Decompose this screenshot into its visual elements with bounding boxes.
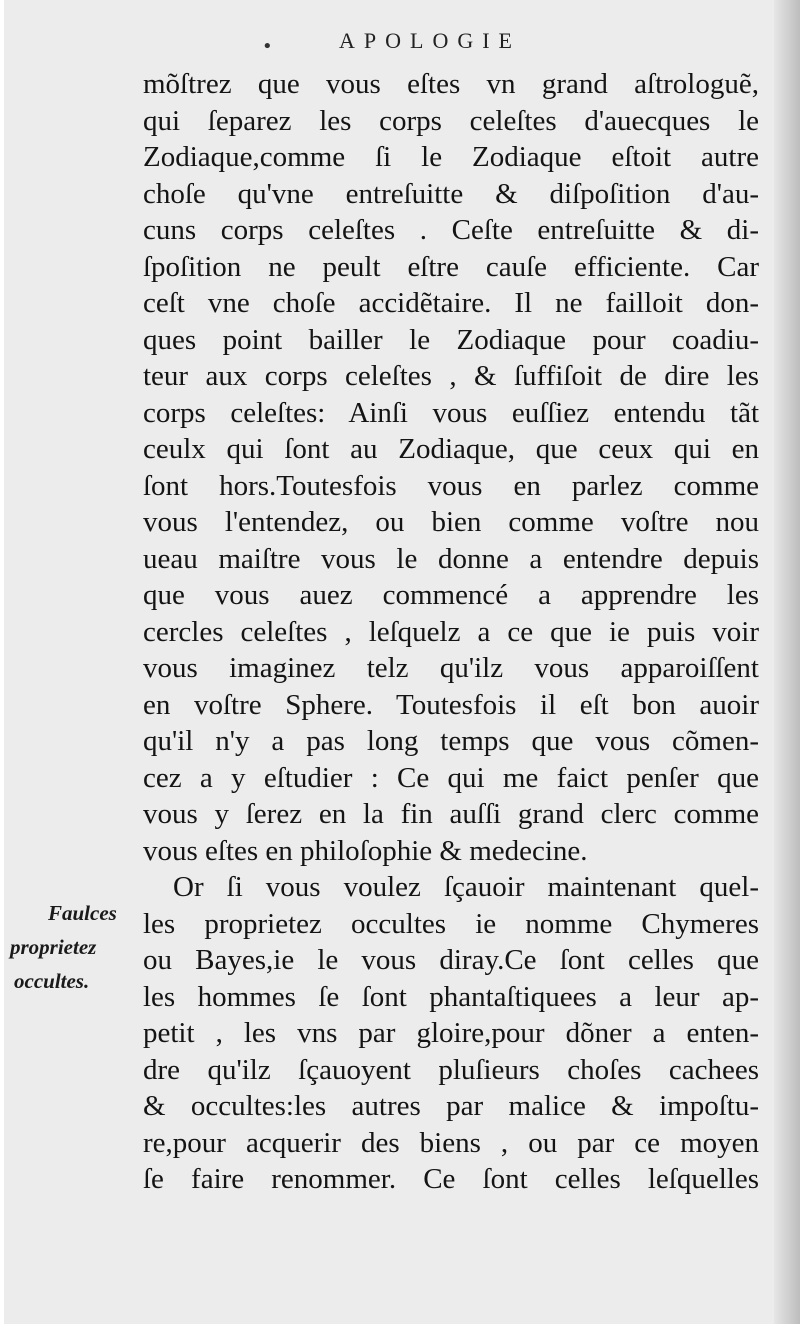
text-line: cercles celeſtes , leſquelz a ce que ie puis voir (143, 615, 759, 648)
margin-note-line: occultes. (14, 969, 90, 993)
text-line: ſe faire renommer. Ce ſont celles leſquelles (143, 1163, 759, 1195)
margin-note-line: proprietez (10, 935, 97, 959)
text-line: en voſtre Sphere. Toutesfois il eſt bon auoir (143, 688, 759, 721)
text-line: vous eſtes en philoſophie & medecine. (143, 834, 588, 867)
text-line: ou Bayes,ie le vous diray.Ce ſont celles que (143, 944, 759, 976)
text-line: choſe qu'vne entreſuitte & diſpoſition d'au- (143, 177, 759, 210)
text-line: teur aux corps celeſtes , & ſuffiſoit de dire les (143, 360, 759, 392)
text-line: qui ſeparez les corps celeſtes d'auecques le (143, 104, 759, 137)
text-line: corps celeſtes: Ainſi vous euſſiez entendu tãt (143, 396, 759, 429)
text-line: vous imaginez telz qu'ilz vous apparoiſſent (143, 652, 759, 684)
text-line: vous l'entendez, ou bien comme voſtre nou (143, 506, 759, 538)
body-text (143, 66, 759, 1198)
text-line: ſont hors.Toutesfois vous en parlez comme (143, 469, 759, 502)
text-line: vous y ſerez en la fin auſſi grand clerc comme (143, 798, 759, 830)
text-line: petit , les vns par gloire,pour dõner a enten- (143, 1017, 759, 1049)
text-line: mõſtrez que vous eſtes vn grand aſtrologuẽ, (143, 68, 759, 100)
running-head-title: APOLOGIE (339, 28, 521, 53)
text-line: que vous auez commencé a apprendre les (143, 579, 759, 611)
text-line: & occultes:les autres par malice & impoſtu- (143, 1090, 759, 1122)
text-line: re,pour acquerir des biens , ou par ce moyen (143, 1126, 759, 1159)
page-left-edge (0, 0, 4, 1324)
text-line: ques point bailler le Zodiaque pour coadiu- (143, 323, 759, 356)
margin-note (10, 896, 140, 998)
header-ornament-dot: • (262, 36, 273, 57)
margin-note-line: Faulces (48, 901, 117, 925)
text-line: les proprietez occultes ie nomme Chymeres (143, 907, 759, 940)
text-line: ueau maiſtre vous le donne a entendre depuis (143, 542, 759, 575)
text-line: qu'il n'y a pas long temps que vous cõmen- (143, 725, 759, 757)
running-head (0, 28, 800, 57)
text-line: cuns corps celeſtes . Ceſte entreſuitte & di- (143, 214, 759, 246)
text-line: les hommes ſe ſont phantaſtiquees a leur ap- (143, 980, 759, 1013)
text-line: ſpoſition ne peult eſtre cauſe efficiente. Car (143, 250, 759, 283)
page-gutter-shadow (774, 0, 800, 1324)
text-line: Zodiaque,comme ſi le Zodiaque eſtoit autre (143, 141, 759, 173)
text-line: Or ſi vous voulez ſçauoir maintenant quel- (173, 871, 759, 903)
text-line: ceulx qui ſont au Zodiaque, que ceux qui en (143, 433, 759, 465)
text-line: ceſt vne choſe accidẽtaire. Il ne failloit don- (143, 287, 759, 319)
text-line: dre qu'ilz ſçauoyent pluſieurs choſes cachees (143, 1053, 759, 1086)
text-line: cez a y eſtudier : Ce qui me faict penſer que (143, 761, 759, 794)
